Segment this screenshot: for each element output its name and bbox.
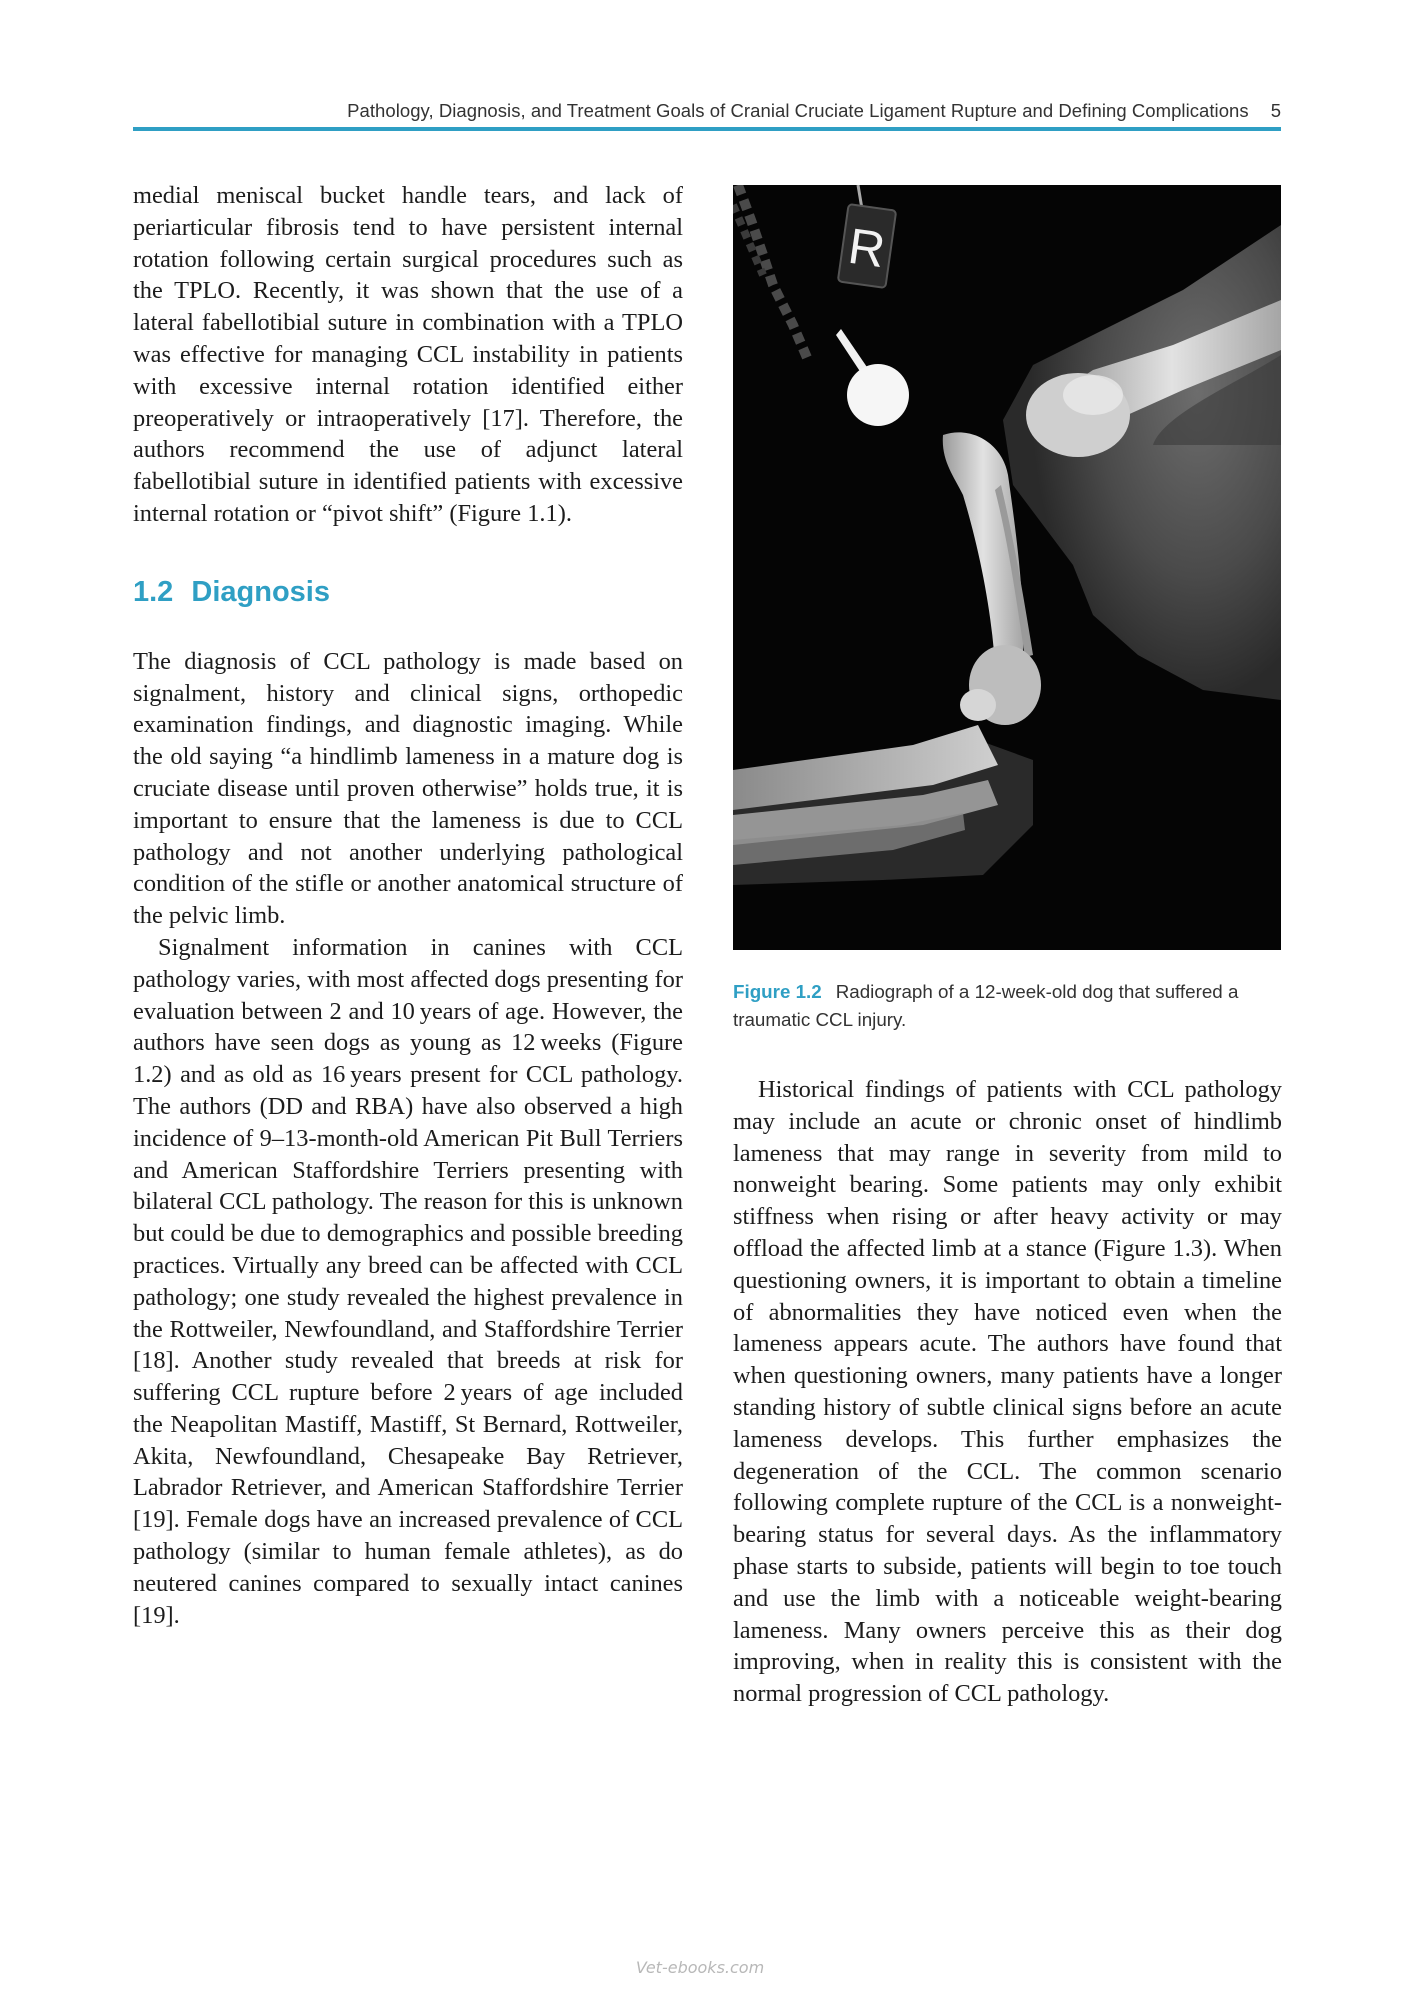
marker-letter: R bbox=[844, 217, 889, 279]
section-number: 1.2 bbox=[133, 575, 174, 608]
paragraph-signalment: Signalment information in canines with CCL pathology varies, with most affected dogs presenting for evaluation between 2 and 10 years of age. However, the authors have seen dogs as young as 12 weeks (Figure 1.2) and as old as 16 years present for CCL pathology. The authors (DD and RBA) have also observed a high incidence of 9–13-month-old American Pit Bull Terriers and American Staffordshire Terriers presenting with bilateral CCL pathology. The reason for this is unknown but could be due to demographics and possible breeding practices. Virtually any breed can be affected with CCL pathology; one study revealed the highest prevalence in the Rottweiler, Newfoundland, and Staffordshire Terrier [18]. Another study revealed that breeds at risk for suffering CCL rupture before 2 years of age included the Neapolitan Mastiff, Mastiff, St Bernard, Rottweiler, Akita, Newfoundland, Chesapeake Bay Retriever, Labrador Retriever, and American Staffordshire Terrier [19]. Female dogs have an increased prevalence of CCL pathology (similar to human female athletes), as do neutered canines compared to sexually intact canines [19]. bbox=[133, 933, 683, 1629]
calibration-ball bbox=[847, 364, 909, 426]
running-title: Pathology, Diagnosis, and Treatment Goals of Cranial Cruciate Ligament Rupture and Defining Complications bbox=[347, 100, 1249, 121]
paragraph-historical-findings: Historical findings of patients with CCL pathology may include an acute or chronic onset of hindlimb lameness that may range in severity from mild to nonweight bearing. Some patients may only exhibit stiffness when rising or after heavy activity or may offload the affected limb at a stance (Figure 1.3). When questioning owners, it is important to obtain a timeline of abnormalities they have noticed even when the lameness appears acute. The authors have found that when questioning owners, many patients have a longer standing history of subtle clinical signs before an acute lameness develops. This further emphasizes the degeneration of the CCL. The common scenario following complete rupture of the CCL is a nonweight-bearing status for several days. As the inflammatory phase starts to subside, patients will begin to toe touch and use the limb with a noticeable weight-bearing lameness. Many owners perceive this as their dog improving, when in reality this is consistent with the normal progression of CCL pathology. bbox=[733, 1076, 1282, 1708]
running-head bbox=[133, 96, 1281, 126]
radiograph-figure bbox=[733, 185, 1281, 950]
page-number: 5 bbox=[1270, 100, 1281, 121]
paragraph-continued: medial meniscal bucket handle tears, and lack of periarticular fibrosis tend to have persistent internal rotation following certain surgical procedures such as the TPLO. Recently, it was shown that the use of a lateral fabellotibial suture in combination with a TPLO was effective for managing CCL instability in patients with excessive internal rotation identified either preoperatively or intraoperatively [17]. Therefore, the authors recommend the use of adjunct lateral fabellotibial suture in identified patients with excessive internal rotation or “pivot shift” (Figure 1.1). bbox=[133, 182, 683, 527]
radiograph-image bbox=[733, 185, 1281, 950]
caption-text: Radiograph of a 12-week-old dog that suffered a traumatic CCL injury. bbox=[733, 981, 1239, 1030]
left-column bbox=[133, 180, 683, 1631]
right-column bbox=[733, 1074, 1282, 1710]
header-rule bbox=[133, 127, 1281, 131]
watermark: Vet-ebooks.com bbox=[635, 1958, 765, 1977]
paragraph-diagnosis-intro: The diagnosis of CCL pathology is made based on signalment, history and clinical signs, orthopedic examination findings, and diagnostic imaging. While the old saying “a hindlimb lameness in a mature dog is cruciate disease until proven otherwise” holds true, it is important to ensure that the lameness is due to CCL pathology and not another underlying pathological condition of the stifle or another anatomical structure of the pelvic limb. bbox=[133, 647, 683, 930]
section-title: Diagnosis bbox=[191, 575, 330, 608]
section-heading bbox=[133, 574, 683, 610]
figure-caption bbox=[733, 978, 1281, 1034]
caption-label: Figure 1.2 bbox=[733, 981, 822, 1002]
